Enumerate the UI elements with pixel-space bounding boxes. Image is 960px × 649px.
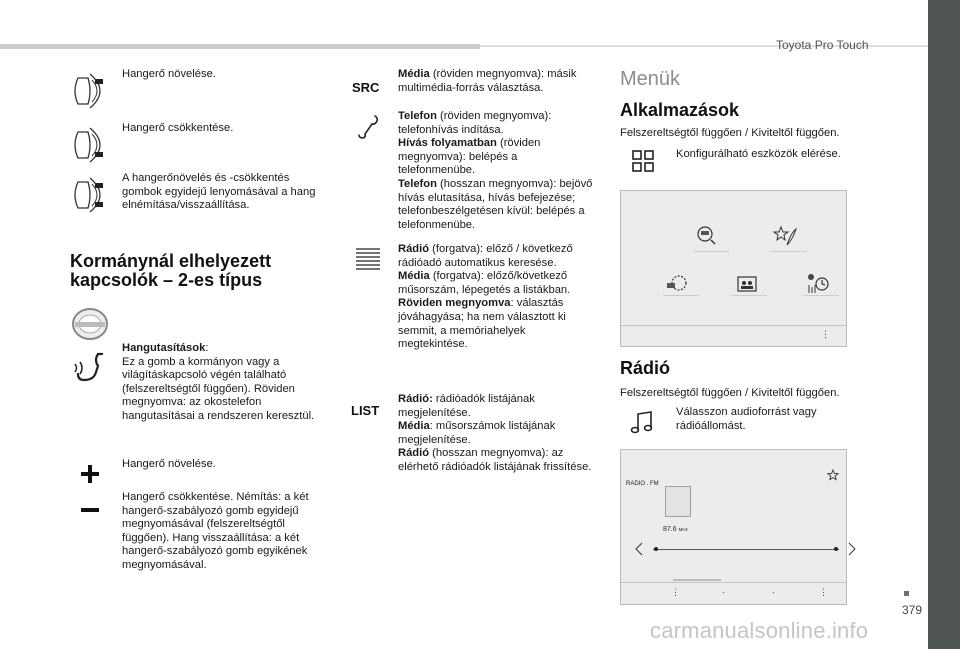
phone-b2: Hívás folyamatban: [398, 137, 497, 150]
radio-intro: Felszereltségtől függően / Kiviteltől függően.: [620, 387, 840, 399]
page-number: 379: [902, 603, 923, 617]
section-heading-steering: [70, 252, 320, 290]
radio-heading: Rádió: [620, 358, 671, 378]
radio-tuning-cursor[interactable]: [834, 547, 838, 551]
phone-t3: (hosszan megnyomva): bejövő hívás elutasítása, hívás befejezése; telefonbeszélgetésen kívül: belépés a telefonmenübe.: [398, 177, 593, 231]
watermark: carmanualsonline.info: [650, 618, 869, 643]
radio-tuning-bar[interactable]: [653, 549, 839, 550]
menus-heading: Menük: [620, 68, 681, 90]
steering-control-down-icon: [70, 124, 112, 166]
list-b3: Rádió: [398, 447, 430, 460]
section-heading-line2: kapcsolók – 2-es típus: [70, 270, 263, 290]
voice-command-text: [122, 342, 327, 424]
radio-frequency-unit: MHz: [678, 527, 688, 532]
radio-dot2-icon[interactable]: ·: [772, 587, 775, 597]
volume-up-text: Hangerő növelése.: [122, 68, 216, 80]
wheel-t3: : választás jóváhagyása; ha nem választott ki semmit, a memóriahelyek megtekintése.: [398, 297, 566, 351]
plus-icon: [80, 464, 100, 484]
more-options-icon[interactable]: ⋮: [821, 329, 830, 339]
wheel-b2: Média: [398, 270, 430, 283]
wheel-b3: Röviden megnyomva: [398, 297, 511, 310]
radio-frequency: [663, 526, 688, 533]
minus-icon: [80, 507, 100, 513]
steering-control-up-icon: [70, 70, 112, 112]
radio-item-text: Válasszon audioforrást vagy rádióállomást.: [676, 406, 817, 432]
wheel-b1: Rádió: [398, 243, 430, 255]
voice-command-title-colon: :: [205, 342, 209, 354]
radio-more-icon[interactable]: ⋮: [819, 587, 828, 597]
src-text: [398, 68, 593, 95]
section-heading-line1: Kormánynál elhelyezett: [70, 251, 272, 271]
phone-b3: Telefon: [398, 177, 437, 190]
wheel-t2: (forgatva): előző/következő műsorszám, lépegetés a listákban.: [398, 270, 571, 296]
radio-favorite-icon[interactable]: [827, 468, 839, 486]
src-rest: (röviden megnyomva): másik multimédia-forrás választása.: [398, 68, 577, 94]
app-sms-icon[interactable]: [695, 225, 717, 250]
list-t3: (hosszan megnyomva): az elérhető rádióadók listájának frissítése.: [398, 447, 592, 473]
radio-prev-icon[interactable]: [635, 542, 643, 561]
apps-heading: Alkalmazások: [620, 100, 740, 120]
radio-screen: [620, 449, 847, 605]
side-tab-bar: [928, 0, 960, 649]
phone-t1: (röviden megnyomva): telefonhívás indítása.: [398, 110, 552, 136]
voice-command-body: Ez a gomb a kormányon vagy a világításkapcsoló végén található (felszereltségtől függően). Röviden megnyomva: az okostelefon hangutasításai a rendszeren keresztül.: [122, 355, 315, 422]
src-label: SRC: [352, 80, 380, 95]
apps-intro: Felszereltségtől függően / Kiviteltől függően.: [620, 127, 840, 139]
phone-icon: [356, 114, 380, 140]
minus-text: Hangerő csökkentése. Némítás: a két hangerő-szabályozó gomb egyidejű megnyomásával (felszereltségtől függően). Hang visszaállítása: a két hangerő-szabályozó gomb egyikének megnyomásával.: [122, 491, 309, 571]
steering-control-both-icon: [70, 174, 112, 216]
apps-item-text: Konfigurálható eszközök elérése.: [676, 148, 841, 160]
radio-dot-icon[interactable]: ·: [722, 587, 725, 597]
phone-text: [398, 110, 593, 232]
list-text: [398, 393, 593, 475]
apps-grid-icon: [632, 150, 654, 172]
list-b2: Média: [398, 420, 430, 433]
radio-active-tab-indicator: [673, 579, 721, 581]
list-t2: : műsorszámok listájának megjelenítése.: [398, 420, 556, 446]
plus-text: Hangerő növelése.: [122, 458, 216, 470]
list-b1: Rádió:: [398, 393, 433, 405]
app-favorite-icon[interactable]: [773, 225, 797, 252]
phone-t2: (röviden megnyomva): belépés a telefonmenübe.: [398, 137, 541, 177]
wheel-t1: (forgatva): előző / következő rádióadó automatikus keresése.: [398, 243, 573, 269]
volume-down-text: Hangerő csökkentése.: [122, 122, 234, 134]
music-note-icon: [630, 410, 654, 436]
steering-wheel-icon: [70, 306, 110, 342]
list-label: LIST: [351, 403, 380, 418]
page-marker: [904, 591, 909, 596]
thumbwheel-text: [398, 243, 593, 352]
list-t1: rádióadók listájának megjelenítése.: [398, 393, 535, 419]
src-bold: Média: [398, 68, 430, 80]
voice-command-icon: [72, 350, 108, 384]
radio-list-icon[interactable]: ⋮: [671, 587, 680, 597]
radio-band-label: RADIO . FM: [626, 481, 659, 487]
thumbwheel-icon: [354, 246, 382, 270]
page-header-title: Toyota Pro Touch: [776, 38, 869, 52]
radio-frequency-value: 87.6: [663, 526, 677, 533]
radio-next-icon[interactable]: [848, 542, 856, 561]
header-rule: [0, 44, 480, 49]
radio-tuning-start: [654, 547, 658, 551]
voice-command-title: Hangutasítások: [122, 342, 206, 354]
mute-text: A hangerőnövelés és -csökkentés gombok egyidejű lenyomásával a hang elnémítása/visszaállítása.: [122, 172, 316, 212]
apps-screen: [620, 190, 847, 347]
radio-artwork: [665, 486, 691, 517]
phone-b1: Telefon: [398, 110, 437, 122]
